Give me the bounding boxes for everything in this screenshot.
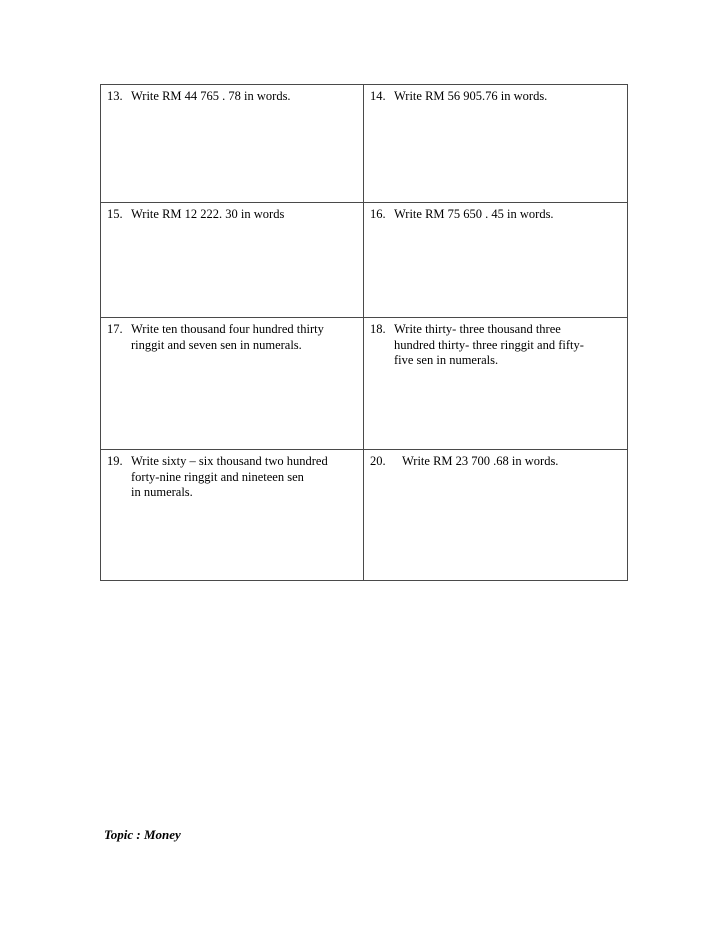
question-number: 19. bbox=[107, 454, 123, 468]
question-cell-13 bbox=[101, 85, 364, 203]
table-row bbox=[101, 318, 628, 450]
question-text: Write RM 44 765 . 78 in words. bbox=[131, 89, 291, 103]
question-number: 18. bbox=[370, 322, 386, 336]
worksheet-table bbox=[100, 84, 628, 581]
table-row bbox=[101, 450, 628, 581]
question-text: Write RM 56 905.76 in words. bbox=[394, 89, 548, 103]
question-cell-14 bbox=[364, 85, 628, 203]
question-16 bbox=[370, 207, 621, 223]
question-14 bbox=[370, 89, 621, 105]
question-number: 13. bbox=[107, 89, 123, 103]
question-18 bbox=[370, 322, 621, 369]
question-cell-19 bbox=[101, 450, 364, 581]
question-13 bbox=[107, 89, 357, 105]
question-cell-15 bbox=[101, 203, 364, 318]
question-text: Write RM 75 650 . 45 in words. bbox=[394, 207, 554, 221]
question-text: Write sixty – six thousand two hundred forty-nine ringgit and nineteen sen in numerals. bbox=[131, 454, 328, 499]
question-cell-17 bbox=[101, 318, 364, 450]
question-number: 14. bbox=[370, 89, 386, 103]
question-number: 15. bbox=[107, 207, 123, 221]
question-text: Write ten thousand four hundred thirty ringgit and seven sen in numerals. bbox=[131, 322, 324, 352]
question-17 bbox=[107, 322, 357, 353]
question-text: Write RM 12 222. 30 in words bbox=[131, 207, 285, 221]
question-cell-18 bbox=[364, 318, 628, 450]
footer-topic: Topic : Money bbox=[104, 827, 181, 842]
question-20 bbox=[370, 454, 621, 470]
table-row bbox=[101, 203, 628, 318]
question-cell-16 bbox=[364, 203, 628, 318]
question-number: 20. bbox=[370, 454, 386, 468]
question-15 bbox=[107, 207, 357, 223]
table-row bbox=[101, 85, 628, 203]
question-text: Write RM 23 700 .68 in words. bbox=[402, 454, 559, 468]
question-number: 17. bbox=[107, 322, 123, 336]
question-text: Write thirty- three thousand three hundred thirty- three ringgit and fifty- five sen in numerals. bbox=[394, 322, 584, 367]
question-19 bbox=[107, 454, 357, 501]
question-cell-20 bbox=[364, 450, 628, 581]
question-number: 16. bbox=[370, 207, 386, 221]
